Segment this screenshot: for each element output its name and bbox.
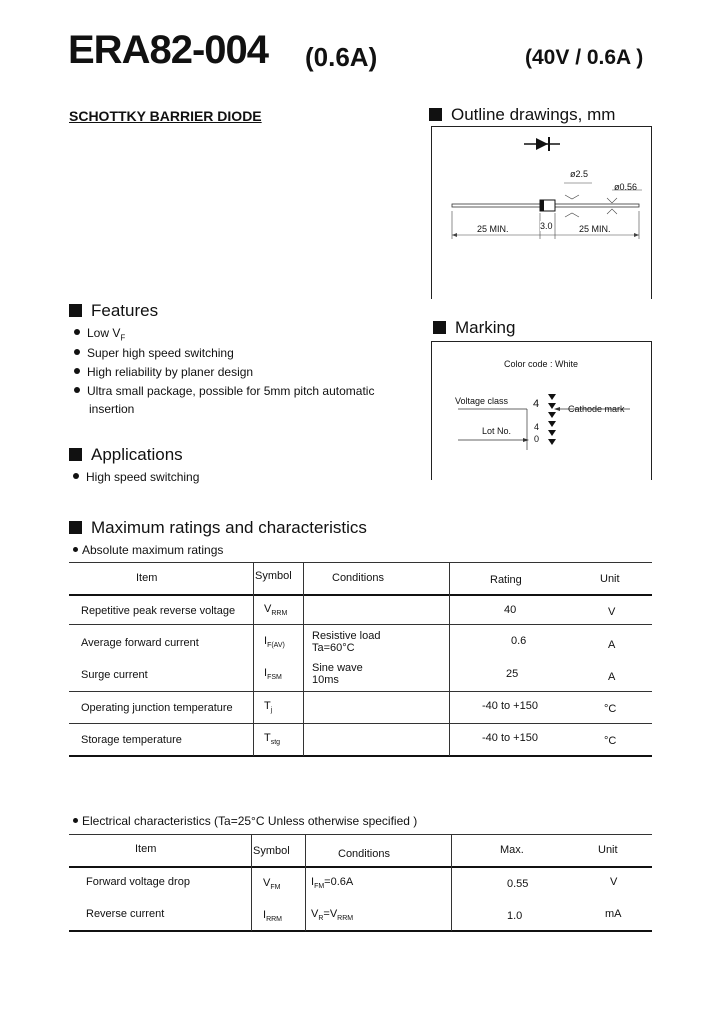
outline-heading [429,105,615,125]
table-row-item: Forward voltage drop [86,876,190,888]
max-ratings-heading [69,518,367,538]
table-row-condition: 10ms [312,674,339,686]
dim-left-lead: 25 MIN. [477,224,509,234]
applications-heading [69,445,183,465]
lot-number-label: Lot No. [482,426,512,436]
color-code: Color code : White [504,359,579,369]
table-row-item: Reverse current [86,908,165,920]
table-row-rating: 0.6 [511,635,527,647]
voltage-class-label: Voltage class [455,396,509,406]
table-row-condition: Sine wave [312,662,363,674]
table-row-item: Operating junction temperature [81,702,233,714]
table-row-unit: °C [604,735,617,747]
table-row-rating: -40 to +150 [482,700,538,712]
feature-item: Super high speed switching [74,346,234,360]
table-row-rating: 40 [504,604,517,616]
feature-item-continuation: insertion [89,402,135,416]
outline-heading-text: Outline drawings, mm [451,105,616,124]
diode-symbol-icon [524,137,560,151]
table-row-item: Surge current [81,669,148,681]
applications-heading-text: Applications [91,445,183,464]
table-row-symbol: $V_{RRM}$ [264,603,288,618]
table-row-item: Repetitive peak reverse voltage [81,605,236,617]
table-row-unit: A [608,639,616,651]
table-row-symbol: $V_{FM}$ [263,877,281,892]
lot-value-1: 4 [534,422,540,432]
table-row-symbol: $I_{RRM}$ [263,909,283,924]
features-heading-text: Features [91,301,159,320]
max-ratings-table [69,562,652,758]
col-item: Item [135,843,157,855]
dim-lead-diameter: ø2.5 [570,169,589,179]
table-row-item: Storage temperature [81,734,182,746]
cathode-band [540,200,544,211]
voltage-class-value: 4 [533,398,540,410]
table-row-symbol: $T_{stg}$ [264,732,281,747]
dim-right-lead: 25 MIN. [579,224,611,234]
outline-drawing-box [431,126,652,299]
lot-value-2: 0 [534,434,540,444]
cathode-mark-label: Cathode mark [568,404,625,414]
table-row-condition: $V_R=V_{RRM}$ [311,908,354,923]
table-row-unit: mA [605,908,622,920]
col-symbol: Symbol [255,570,292,582]
marking-heading-text: Marking [455,318,516,337]
table-row-condition: $I_{FM}=0.6A$ [311,876,354,891]
col-rating: Rating [490,574,522,586]
table-row-unit: A [608,671,616,683]
dim-body-diameter: ø0.56 [614,182,638,192]
table-row-symbol: $I_{FSM}$ [264,667,282,682]
section-square-icon [69,448,82,461]
col-unit: Unit [600,573,620,585]
table-row-item: Average forward current [81,637,199,649]
electrical-table [69,834,652,934]
col-symbol: Symbol [253,845,290,857]
col-unit: Unit [598,844,618,856]
application-item: High speed switching [73,470,199,484]
rating-tag: (40V / 0.6A ) [525,46,644,69]
features-heading [69,301,158,321]
device-type-title: SCHOTTKY BARRIER DIODE [69,108,262,124]
outline-drawing [432,127,651,299]
table-row-symbol: $I_{F(AV)}$ [264,635,285,650]
table-row-rating: 25 [506,668,519,680]
col-conditions: Conditions [332,572,384,584]
current-tag: (0.6A) [305,42,378,72]
section-square-icon [69,521,82,534]
feature-item: Ultra small package, possible for 5mm pitch automatic [74,384,374,398]
feature-item: Low $V_F$ [74,326,125,342]
col-conditions: Conditions [338,848,390,860]
dim-body-length: 3.0 [540,221,553,231]
table-row-condition: Ta=60°C [312,642,355,654]
left-lead [452,204,540,207]
table-row-rating: -40 to +150 [482,732,538,744]
section-square-icon [69,304,82,317]
table-row-symbol: $T_j$ [264,700,273,715]
max-ratings-heading-text: Maximum ratings and characteristics [91,518,367,537]
col-max: Max. [500,844,524,856]
table-row-unit: °C [604,703,617,715]
section-square-icon [429,108,442,121]
table-row-unit: V [608,606,616,618]
table-row-max: 0.55 [507,878,529,890]
cathode-mark-icon [548,394,556,445]
marking-box [431,341,652,480]
table-row-unit: V [610,876,618,888]
abs-max-subheading: Absolute maximum ratings [73,543,223,557]
section-square-icon [433,321,446,334]
electrical-subheading: Electrical characteristics (Ta=25°C Unless otherwise specified ) [73,814,417,828]
col-item: Item [136,572,158,584]
feature-item: High reliability by planer design [74,365,253,379]
table-row-max: 1.0 [507,910,523,922]
marking-heading [433,318,515,338]
part-number: ERA82-004 [68,28,269,72]
table-row-condition: Resistive load [312,630,381,642]
right-lead [555,204,639,207]
